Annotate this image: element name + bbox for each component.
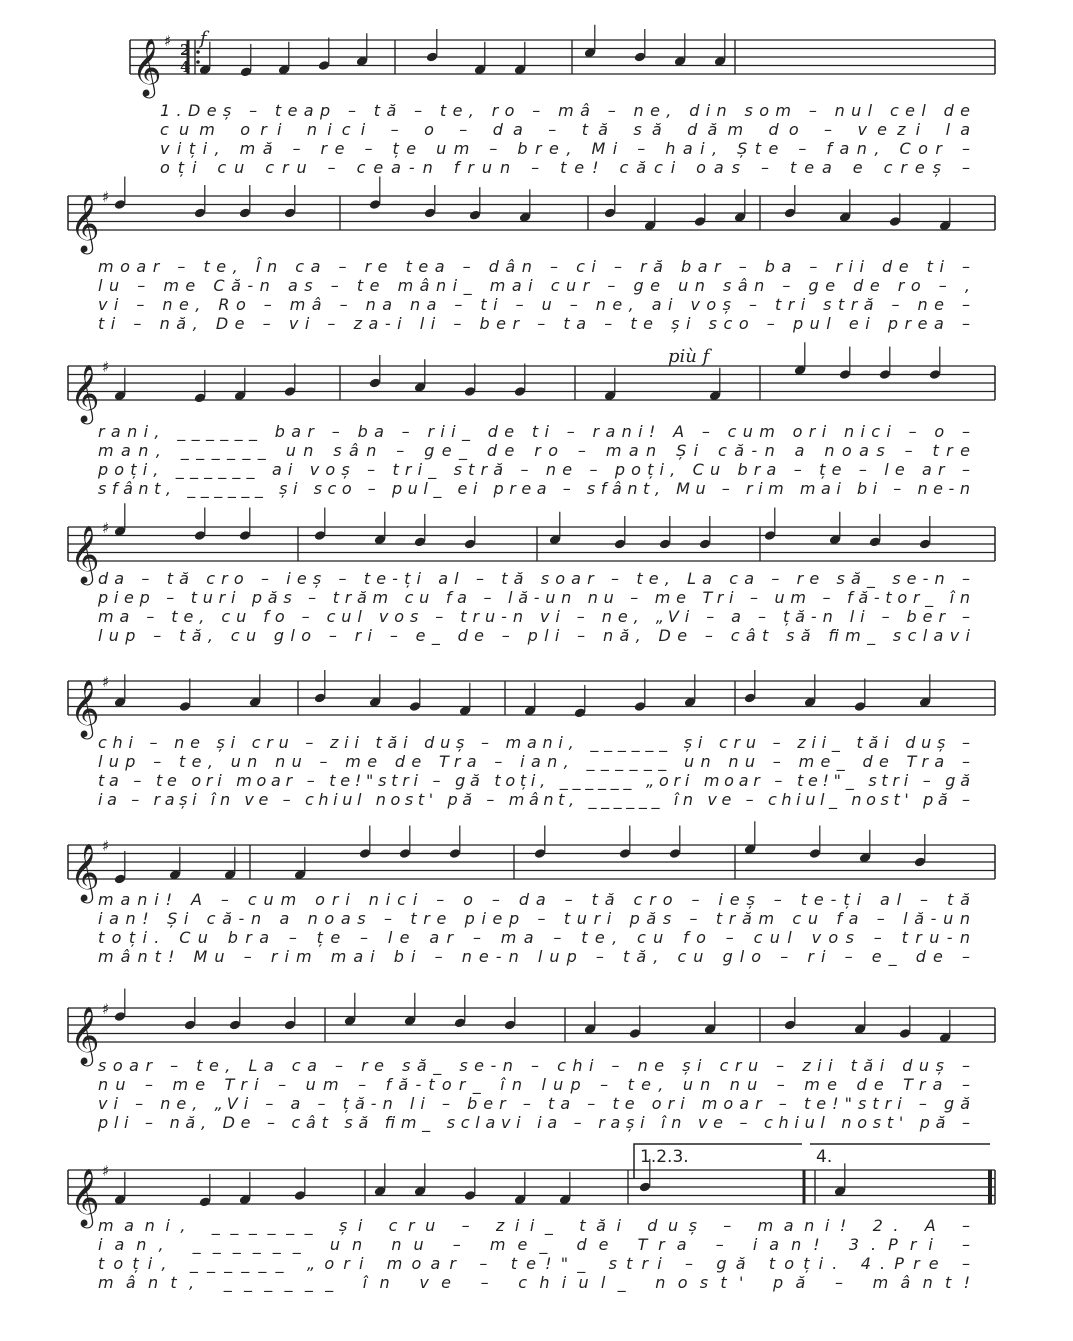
sharp-key-signature-icon: ♯ <box>102 1162 110 1180</box>
time-signature-top: 2 <box>180 41 191 59</box>
lyric-line: cum ori nici – o – da – tă să dăm do – vezi la <box>160 120 971 139</box>
repeat-dot <box>196 50 200 54</box>
lyric-line: rani, ______ bar – ba – rii_ de ti – rani! A – cum ori nici – o – <box>98 422 970 441</box>
lyric-line: chi – ne și cru – zii tăi duș – mani, ______ și cru – zii_ tăi duș – <box>98 733 971 752</box>
lyric-line: vi – ne, „Vi – a – ță-n li – ber – ta – te ori moar – te!"stri – gă <box>98 1094 971 1113</box>
lyric-line: poți, ______ ai voș – tri_ stră – ne – poți, Cu bra – țe – le ar – <box>98 460 970 479</box>
lyric-line: viți, mă – re – țe um – bre, Mi – hai, Ște – fan, Cor – <box>160 139 970 158</box>
lyric-line: oți cu cru – cea-n frun – te! căci oas – tea e creș – <box>160 158 970 177</box>
sharp-key-signature-icon: ♯ <box>102 188 110 206</box>
sharp-key-signature-icon: ♯ <box>102 673 110 691</box>
lyric-line: sfânt, ______ și sco – pul_ ei prea – sfânt, Mu – rim mai bi – ne-n <box>98 479 970 498</box>
dynamic-piu-forte: più f <box>668 346 710 367</box>
lyric-line: toți, ______ „ori moar – te!"_ stri – gă toți. 4.Pre – <box>98 1254 970 1273</box>
staff-system <box>68 1159 995 1293</box>
lyric-line: 1.Deș – teap – tă – te, ro – mâ – ne, din som – nul cel de <box>160 101 970 120</box>
treble-clef-icon: 𝄞 <box>70 525 100 583</box>
staff-system <box>130 25 995 177</box>
treble-clef-icon: 𝄞 <box>70 1006 100 1064</box>
lyric-line: mânt, ______ în ve – chiul_ nost' pă – mânt! <box>98 1273 971 1292</box>
volta-label-last: 4. <box>816 1147 833 1167</box>
lyric-line: vi – ne, Ro – mâ – na na – ti – u – ne, ai voș – tri stră – ne – <box>98 295 970 314</box>
treble-clef-icon: 𝄞 <box>70 364 100 422</box>
lyric-line: pli – nă, De – cât să fim_ sclavi ia – rași în ve – chiul nost' pă – <box>98 1113 970 1132</box>
volta-label-first: 1.2.3. <box>640 1147 689 1167</box>
lyric-line: nu – me Tri – um – fă-tor_ în lup – te, un nu – me de Tra – <box>98 1075 970 1094</box>
lyric-line: lup – tă, cu glo – ri – e_ de – pli – nă, De – cât să fim_ sclavi <box>98 626 971 645</box>
lyric-line: ti – nă, De – vi – za-i li – ber – ta – te și sco – pul ei prea – <box>98 314 970 333</box>
sharp-key-signature-icon: ♯ <box>102 519 110 537</box>
lyric-line: moar – te, În ca – re tea – dân – ci – ră bar – ba – rii de ti – <box>98 257 971 276</box>
staff-system <box>68 989 995 1134</box>
time-signature-bottom: 4 <box>180 58 191 76</box>
repeat-dot <box>196 60 200 64</box>
treble-clef-icon: 𝄞 <box>70 843 100 901</box>
sharp-key-signature-icon: ♯ <box>102 1000 110 1018</box>
lyric-line: lup – te, un nu – me de Tra – ian, ______ un nu – me_ de Tra – <box>98 752 971 771</box>
lyric-line: man, ______ un sân – ge_ de ro – man Și că-n a noas – tre <box>98 441 971 460</box>
sharp-key-signature-icon: ♯ <box>102 358 110 376</box>
treble-clef-icon: 𝄞 <box>70 194 100 252</box>
staff-system <box>68 670 995 810</box>
lyric-line: ian! Și că-n a noas – tre piep – turi păs – trăm cu fa – lă-un <box>98 909 970 928</box>
lyric-line: ta – te ori moar – te!"stri – gă toți, ______ „ori moar – te!"_ stri – gă <box>98 771 971 790</box>
treble-clef-icon: 𝄞 <box>70 679 100 737</box>
lyric-line: soar – te, La ca – re să_ se-n – chi – ne și cru – zii tăi duș – <box>98 1056 970 1075</box>
lyric-line: mani! A – cum ori nici – o – da – tă cro – ieș – te-ți al – tă <box>98 890 970 909</box>
treble-clef-icon: 𝄞 <box>132 38 162 96</box>
dynamic-forte: f <box>200 28 207 49</box>
lyric-line: toți. Cu bra – țe – le ar – ma – te, cu fo – cul vos – tru-n <box>98 928 970 947</box>
sharp-key-signature-icon: ♯ <box>164 32 172 50</box>
lyric-line: ma – te, cu fo – cul vos – tru-n vi – ne, „Vi – a – ță-n li – ber – <box>98 607 971 626</box>
lyric-line: mânt! Mu – rim mai bi – ne-n lup – tă, cu glo – ri – e_ de – <box>98 947 971 966</box>
staff-system <box>68 342 995 499</box>
treble-clef-icon: 𝄞 <box>70 1168 100 1226</box>
sharp-key-signature-icon: ♯ <box>102 837 110 855</box>
lyric-line: lu – me Că-n as – te mâni_ mai cur – ge un sân – ge de ro – , <box>98 276 970 295</box>
lyric-line: ia – rași în ve – chiul nost' pă – mânt, ______ în ve – chiul_ nost' pă – <box>98 790 971 809</box>
staff-system <box>68 503 995 646</box>
lyric-line: mani, ______ și cru – zii_ tăi duș – mani! 2. A – <box>98 1216 970 1235</box>
lyric-line: ian, ______ un nu – me_ de Tra – ian! 3.Pri – <box>98 1235 971 1254</box>
lyric-line: da – tă cro – ieș – te-ți al – tă soar – te, La ca – re să_ se-n – <box>98 569 970 588</box>
staff-system <box>68 177 995 334</box>
lyric-line: piep – turi păs – trăm cu fa – lă-un nu – me Tri – um – fă-tor_ în <box>98 588 970 607</box>
staff-system <box>68 821 995 967</box>
